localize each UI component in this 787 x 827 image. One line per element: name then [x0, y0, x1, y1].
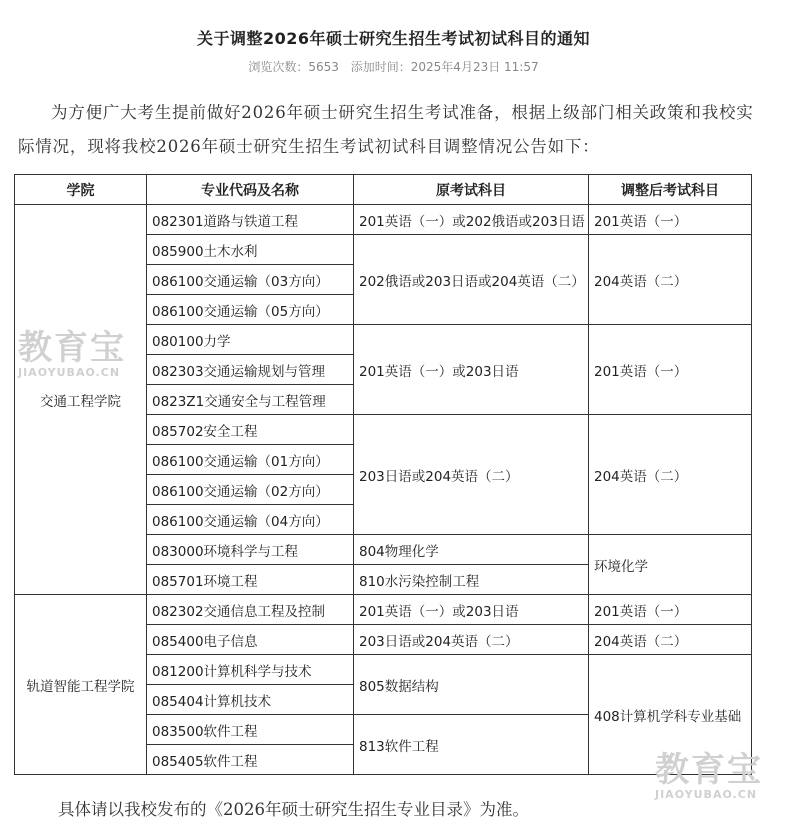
- major-cell: 083500软件工程: [147, 715, 354, 745]
- major-cell: 085405软件工程: [147, 745, 354, 775]
- adjusted-subject-cell: 204英语（二）: [589, 415, 752, 535]
- original-subject-cell: 202俄语或203日语或204英语（二）: [354, 235, 589, 325]
- major-cell: 086100交通运输（03方向）: [147, 265, 354, 295]
- major-cell: 086100交通运输（04方向）: [147, 505, 354, 535]
- adjusted-subject-cell: 201英语（一）: [589, 595, 752, 625]
- header-major: 专业代码及名称: [147, 175, 354, 205]
- major-cell: 082302交通信息工程及控制: [147, 595, 354, 625]
- adjusted-subject-cell: 201英语（一）: [589, 205, 752, 235]
- adjusted-subject-cell: 204英语（二）: [589, 235, 752, 325]
- major-cell: 085400电子信息: [147, 625, 354, 655]
- major-cell: 085701环境工程: [147, 565, 354, 595]
- original-subject-cell: 813软件工程: [354, 715, 589, 775]
- watermark-en: JIAOYUBAO.CN: [655, 788, 758, 801]
- original-subject-cell: 203日语或204英语（二）: [354, 625, 589, 655]
- college-cell: 轨道智能工程学院: [15, 595, 147, 775]
- original-subject-cell: 804物理化学: [354, 535, 589, 565]
- intro-paragraph: 为方便广大考生提前做好2026年硕士研究生招生考试准备，根据上级部门相关政策和我校实际情况，现将我校2026年硕士研究生招生考试初试科目调整情况公告如下：: [18, 103, 754, 156]
- major-cell: 082301道路与铁道工程: [147, 205, 354, 235]
- original-subject-cell: 201英语（一）或203日语: [354, 595, 589, 625]
- notice-meta: [0, 58, 787, 75]
- watermark-cn: 教育宝: [18, 328, 126, 368]
- table-header-row: [15, 175, 752, 205]
- major-cell: 083000环境科学与工程: [147, 535, 354, 565]
- original-subject-cell: 201英语（一）或202俄语或203日语: [354, 205, 589, 235]
- major-cell: 085702安全工程: [147, 415, 354, 445]
- header-college: 学院: [15, 175, 147, 205]
- original-subject-cell: 805数据结构: [354, 655, 589, 715]
- adjusted-subject-cell: 环境化学: [589, 535, 752, 595]
- major-cell: 085404计算机技术: [147, 685, 354, 715]
- watermark-en: JIAOYUBAO.CN: [18, 366, 121, 379]
- major-cell: 080100力学: [147, 325, 354, 355]
- adjusted-subject-cell: 204英语（二）: [589, 625, 752, 655]
- publish-time: 添加时间：2025年4月23日 11:57: [350, 60, 539, 74]
- header-original-subject: 原考试科目: [354, 175, 589, 205]
- notice-title: 关于调整2026年硕士研究生招生考试初试科目的通知: [196, 29, 591, 48]
- table-row: [15, 205, 752, 235]
- original-subject-cell: 810水污染控制工程: [354, 565, 589, 595]
- major-cell: 086100交通运输（02方向）: [147, 475, 354, 505]
- view-count: 浏览次数：5653: [248, 60, 339, 74]
- subject-adjustment-table: [14, 174, 752, 775]
- major-cell: 085900土木水利: [147, 235, 354, 265]
- watermark-cn: 教育宝: [655, 750, 763, 790]
- adjusted-subject-cell: 408计算机学科专业基础: [589, 655, 752, 775]
- original-subject-cell: 203日语或204英语（二）: [354, 415, 589, 535]
- major-cell: 082303交通运输规划与管理: [147, 355, 354, 385]
- major-cell: 086100交通运输（05方向）: [147, 295, 354, 325]
- original-subject-cell: 201英语（一）或203日语: [354, 325, 589, 415]
- table-row: [15, 595, 752, 625]
- major-cell: 081200计算机科学与技术: [147, 655, 354, 685]
- header-adjusted-subject: 调整后考试科目: [589, 175, 752, 205]
- college-cell: 交通工程学院: [15, 205, 147, 595]
- footer-note: 具体请以我校发布的《2026年硕士研究生招生专业目录》为准。: [58, 800, 529, 819]
- major-cell: 086100交通运输（01方向）: [147, 445, 354, 475]
- major-cell: 0823Z1交通安全与工程管理: [147, 385, 354, 415]
- adjusted-subject-cell: 201英语（一）: [589, 325, 752, 415]
